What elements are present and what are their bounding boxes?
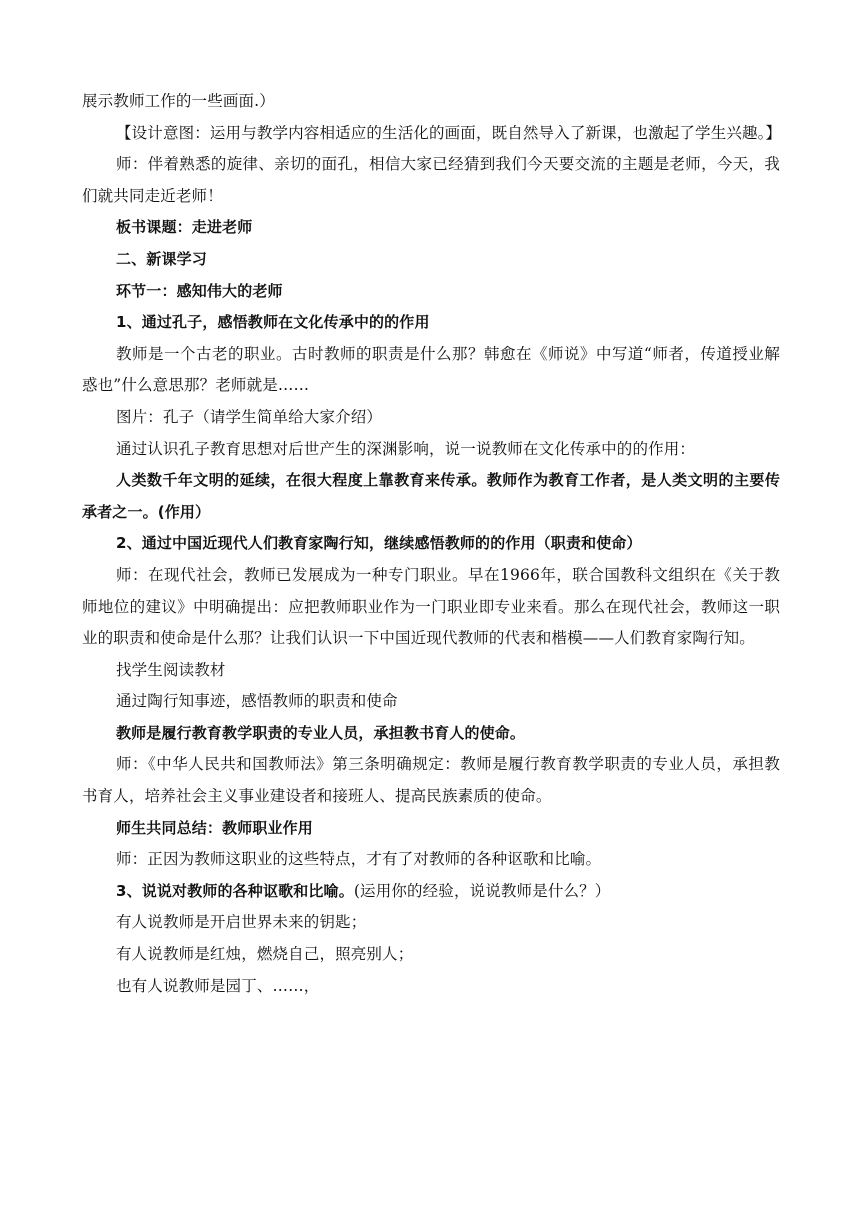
paragraph-tao-xingzhi: 通过陶行知事迹，感悟教师的职责和使命 bbox=[116, 692, 398, 711]
conclusion-duty: 教师是履行教育教学职责的专业人员，承担教书育人的使命。 bbox=[116, 723, 526, 742]
intro-line: 展示教师工作的一些画面.） bbox=[82, 92, 275, 110]
subsection-heading: 环节一：感知伟大的老师 bbox=[116, 281, 283, 300]
point-3-note: (运用你的经验，说说教师是什么？） bbox=[353, 881, 611, 900]
section-heading: 二、新课学习 bbox=[116, 249, 207, 268]
paragraph-teacher-law: 师：《中华人民共和国教师法》第三条明确规定：教师是履行教育教学职责的专业人员，承担教书育人，培养社会主义事业建设者和接班人、提高民族素质的使命。 bbox=[82, 755, 780, 806]
teacher-intro-paragraph: 师：伴着熟悉的旋律、亲切的面孔，相信大家已经猜到我们今天要交流的主题是老师，今天，我们就共同走近老师！ bbox=[82, 155, 780, 205]
paragraph-modern-society: 师：在现代社会，教师已发展成为一种专门职业。早在1966年，联合国教科文组织在《关于教师地位的建议》中明确提出：应把教师职业作为一门职业即专业来看。那么在现代社会，教师这一职业的职责和使命是什么那？让我们认识一下中国近现代教师的代表和楷模——人们教育家陶行知。 bbox=[82, 565, 780, 648]
paragraph-ancient-profession: 教师是一个古老的职业。古时教师的职责是什么那？韩愈在《师说》中写道“师者，传道授业解惑也”什么意思那？老师就是…… bbox=[82, 344, 780, 395]
document-body bbox=[82, 86, 780, 1002]
point-1-heading: 1、通过孔子，感悟教师在文化传承中的的作用 bbox=[116, 313, 430, 332]
summary-heading: 师生共同总结：教师职业作用 bbox=[116, 818, 313, 837]
paragraph-confucius-influence: 通过认识孔子教育思想对后世产生的深渊影响，说一说教师在文化传承中的的作用： bbox=[116, 439, 696, 458]
paragraph-praise-intro: 师：正因为教师这职业的这些特点，才有了对教师的各种讴歌和比喻。 bbox=[116, 850, 602, 869]
metaphor-candle: 有人说教师是红烛，燃烧自己，照亮别人； bbox=[116, 945, 414, 964]
point-3-paragraph bbox=[82, 876, 780, 908]
board-title: 板书课题：走进老师 bbox=[116, 218, 253, 237]
point-3-heading: 3、说说对教师的各种讴歌和比喻。 bbox=[116, 881, 354, 900]
point-2-heading: 2、通过中国近现代人们教育家陶行知，继续感悟教师的的作用（职责和使命） bbox=[116, 534, 642, 553]
conclusion-civilization: 人类数千年文明的延续，在很大程度上靠教育来传承。教师作为教育工作者，是人类文明的主要传承者之一。(作用） bbox=[82, 471, 780, 521]
metaphor-gardener: 也有人说教师是园丁、……， bbox=[116, 976, 320, 995]
design-intent-paragraph: 【设计意图：运用与教学内容相适应的生活化的画面，既自然导入了新课，也激起了学生兴趣。】 bbox=[116, 123, 782, 142]
paragraph-confucius-image: 图片：孔子（请学生简单给大家介绍） bbox=[116, 407, 383, 426]
paragraph-read-textbook: 找学生阅读教材 bbox=[116, 660, 226, 679]
metaphor-key: 有人说教师是开启世界未来的钥匙； bbox=[116, 913, 367, 932]
